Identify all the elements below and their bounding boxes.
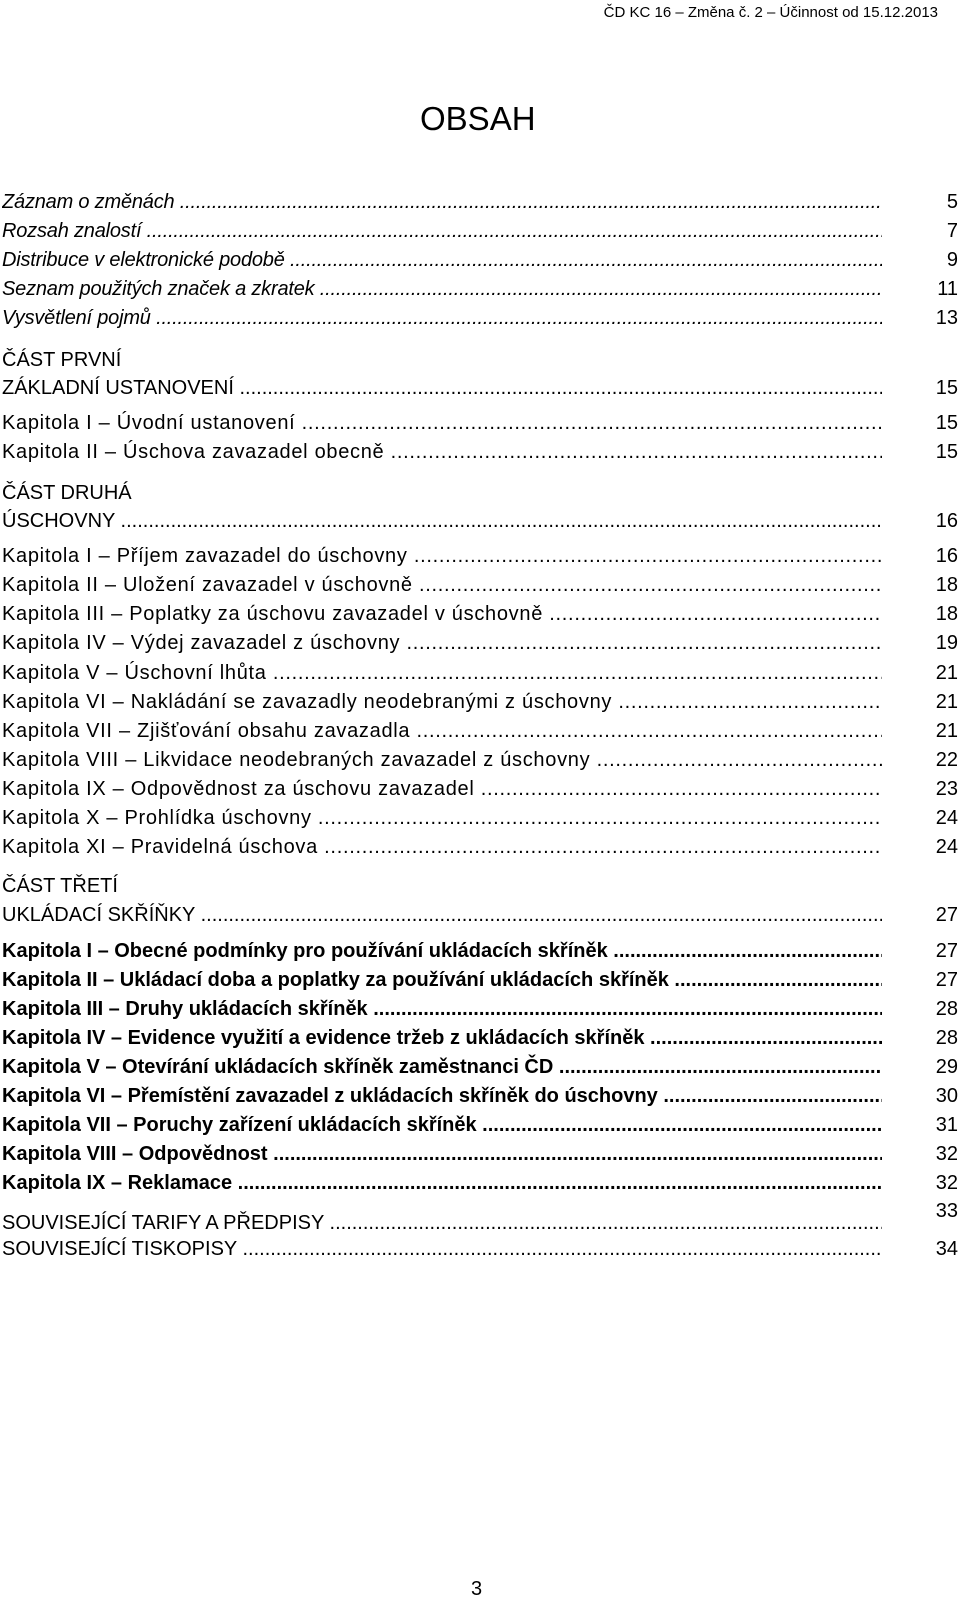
toc-page: 7 [946,220,958,242]
toc-page: 24 [935,807,958,829]
toc-page: 33 [935,1200,958,1222]
toc-label: Kapitola VI – Nakládání se zavazadly neodebranými z úschovny ..... [2,689,882,715]
toc-page: 13 [935,307,958,329]
toc-label: Seznam použitých značek a zkratek ..... [2,276,882,302]
toc-label: SOUVISEJÍCÍ TISKOPISY ..... [2,1236,882,1262]
toc-page: 29 [935,1056,958,1078]
page-number: 3 [471,1578,483,1600]
toc-label: Kapitola III – Poplatky za úschovu zavazadel v úschovně ..... [2,601,882,627]
toc-page: 21 [935,691,958,713]
toc-label: Kapitola X – Prohlídka úschovny ..... [2,805,882,831]
toc-label: ZÁKLADNÍ USTANOVENÍ ..... [2,375,882,401]
toc-label: ÚSCHOVNY ..... [2,508,882,534]
toc-label: Kapitola V – Úschovní lhůta ..... [2,660,882,686]
toc-page: 23 [935,778,958,800]
toc-page: 19 [935,632,958,654]
toc-page: 31 [935,1114,958,1136]
toc-label: Vysvětlení pojmů ..... [2,305,882,331]
toc-page: 27 [935,904,958,926]
page-title: OBSAH [420,100,536,137]
toc-label: Distribuce v elektronické podobě ..... [2,247,882,273]
toc-page: 15 [935,377,958,399]
toc-page: 16 [935,510,958,532]
toc-label: Kapitola VIII – Odpovědnost ..... [2,1141,882,1167]
toc-page: 5 [946,191,958,213]
toc-page: 9 [946,249,958,271]
toc-label: Kapitola I – Příjem zavazadel do úschovny ..... [2,543,882,569]
toc-label: Kapitola VII – Zjišťování obsahu zavazadla ..... [2,718,882,744]
toc-page: 30 [935,1085,958,1107]
toc-page: 27 [935,940,958,962]
toc-label: Kapitola IV – Výdej zavazadel z úschovny ..... [2,630,882,656]
toc-page: 18 [935,603,958,625]
part-heading: ČÁST DRUHÁ [2,482,132,504]
toc-page: 32 [935,1143,958,1165]
toc-page: 32 [935,1172,958,1194]
toc-label: SOUVISEJÍCÍ TARIFY A PŘEDPISY ..... [2,1210,882,1236]
toc-label: Kapitola I – Úvodní ustanovení ..... [2,410,882,436]
toc-label: Kapitola II – Ukládací doba a poplatky za používání ukládacích skříněk ..... [2,967,882,993]
toc-label: Kapitola IX – Odpovědnost za úschovu zavazadel ..... [2,776,882,802]
toc-label: Kapitola IV – Evidence využití a evidence tržeb z ukládacích skříněk ..... [2,1025,882,1051]
toc-page: 22 [935,749,958,771]
toc-page: 28 [935,998,958,1020]
toc-page: 21 [935,662,958,684]
toc-page: 28 [935,1027,958,1049]
toc-label: UKLÁDACÍ SKŘÍŇKY ..... [2,902,882,928]
toc-label: Kapitola I – Obecné podmínky pro používání ukládacích skříněk ..... [2,938,882,964]
toc-label: Rozsah znalostí ..... [2,218,882,244]
toc-label: Kapitola XI – Pravidelná úschova ..... [2,834,882,860]
toc-page: 15 [935,412,958,434]
toc-page: 11 [937,278,958,300]
toc-label: Kapitola VIII – Likvidace neodebraných zavazadel z úschovny ..... [2,747,882,773]
part-heading: ČÁST PRVNÍ [2,349,122,371]
toc-label: Kapitola VI – Přemístění zavazadel z ukládacích skříněk do úschovny ..... [2,1083,882,1109]
toc-page: 16 [935,545,958,567]
toc-label: Kapitola VII – Poruchy zařízení ukládacích skříněk ..... [2,1112,882,1138]
toc-page: 18 [935,574,958,596]
toc-page: 34 [935,1238,958,1260]
toc-page: 24 [935,836,958,858]
document-header: ČD KC 16 – Změna č. 2 – Účinnost od 15.12.2013 [603,4,938,21]
toc-page: 15 [935,441,958,463]
toc-label: Kapitola IX – Reklamace ..... [2,1170,882,1196]
toc-label: Kapitola III – Druhy ukládacích skříněk ..... [2,996,882,1022]
toc-label: Kapitola II – Uložení zavazadel v úschovně ..... [2,572,882,598]
toc-page: 21 [935,720,958,742]
toc-label: Kapitola II – Úschova zavazadel obecně ..... [2,439,882,465]
toc-label: Záznam o změnách ..... [2,189,882,215]
part-heading: ČÁST TŘETÍ [2,875,118,897]
toc-page: 27 [935,969,958,991]
toc-label: Kapitola V – Otevírání ukládacích skříněk zaměstnanci ČD ..... [2,1054,882,1080]
